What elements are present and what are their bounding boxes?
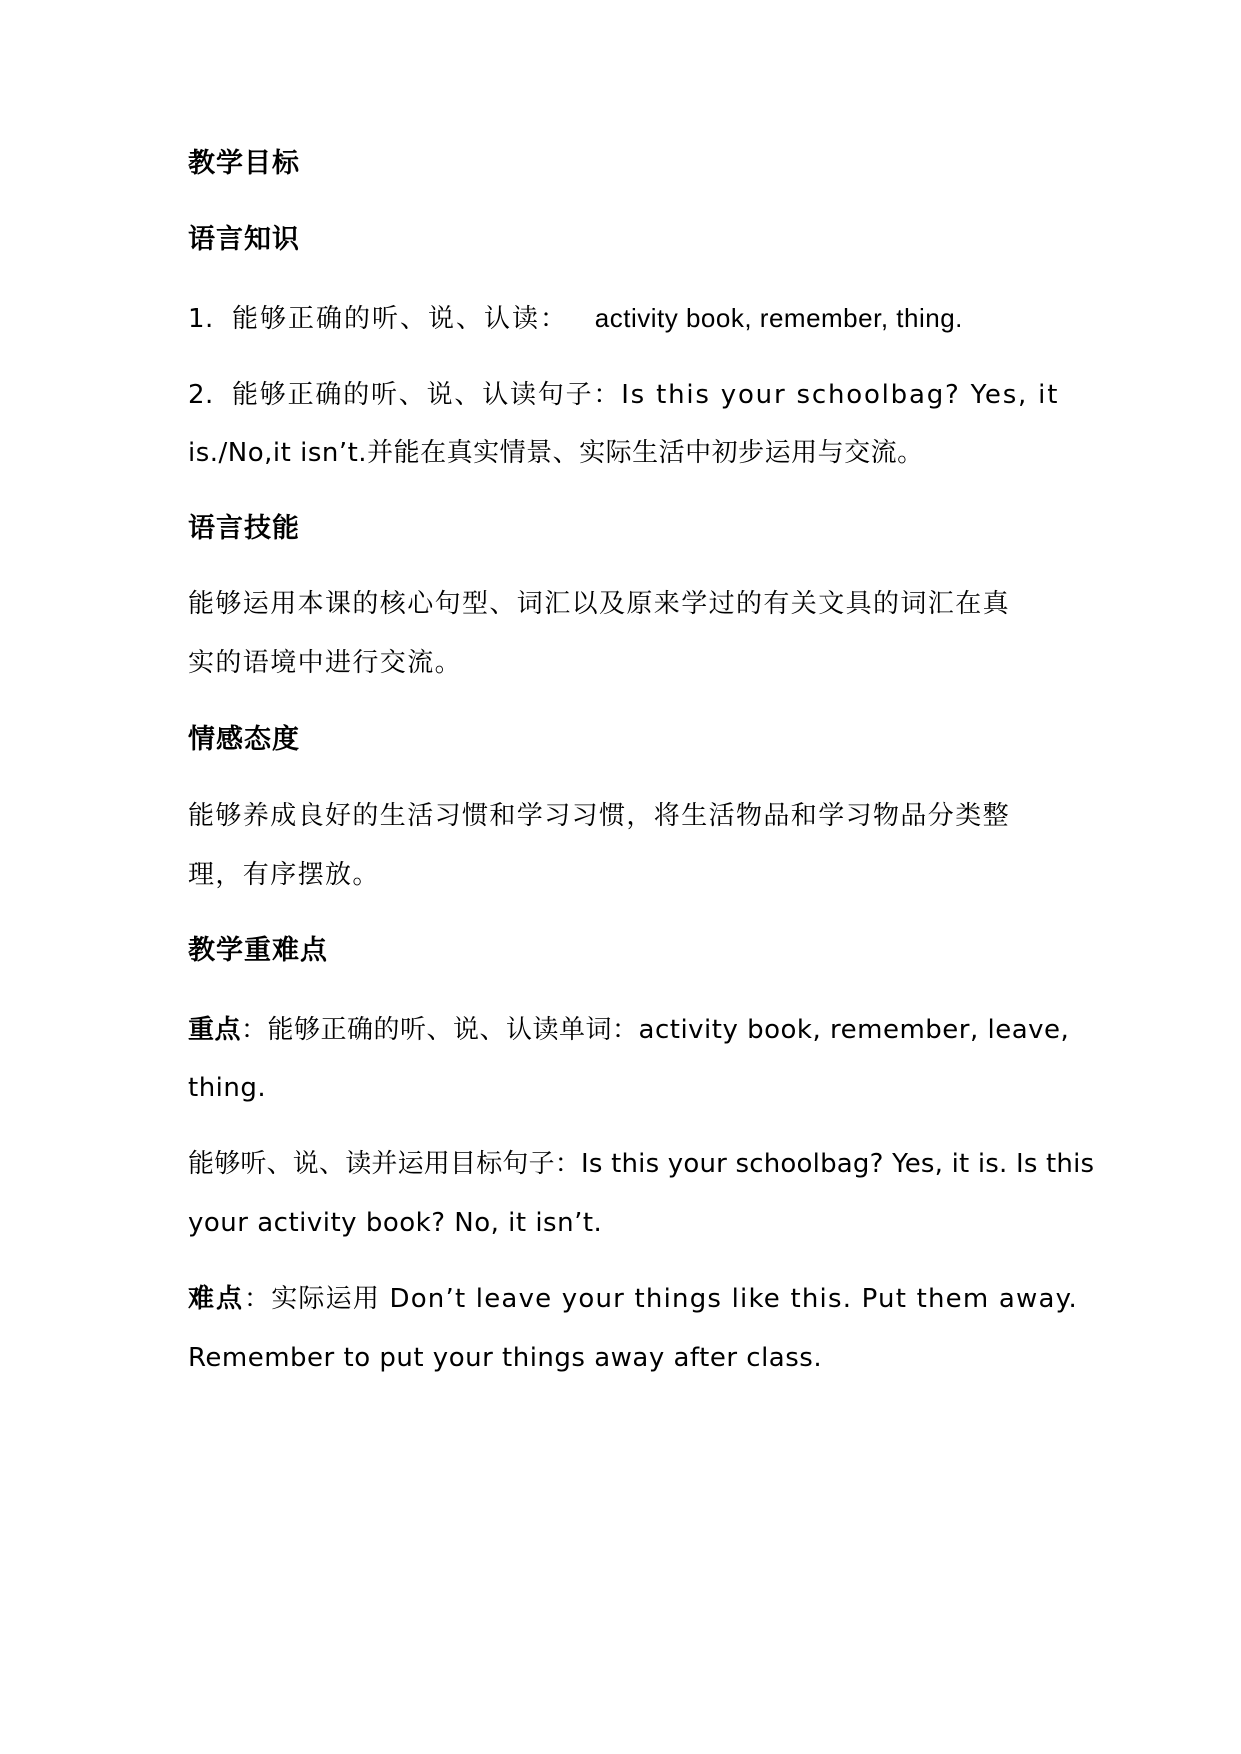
key-points-label: 重点 <box>188 1015 242 1045</box>
list-item-1-en: activity book, remember, thing. <box>594 303 963 333</box>
heading-emotional-attitude: 情感态度 <box>188 724 300 755</box>
paragraph-attitude-line-2: 理，有序摆放。 <box>188 860 380 890</box>
heading-key-and-difficult-points: 教学重难点 <box>188 935 328 966</box>
list-item-1-cn: 能够正确的听、说、认读： <box>232 304 569 334</box>
list-item-1 <box>188 300 1054 337</box>
paragraph-difficult-points-line-2: Remember to put your things away after class. <box>188 1343 823 1373</box>
heading-language-skills: 语言技能 <box>188 513 300 544</box>
paragraph-key-sentences-line-1: 能够听、说、读并运用目标句子：Is this your schoolbag? Yes, it is. Is this <box>188 1149 1095 1179</box>
paragraph-difficult-points-line-1 <box>188 1281 1078 1317</box>
heading-teaching-goals: 教学目标 <box>188 148 300 179</box>
difficult-points-text: ：实际运用 Don’t leave your things like this. Put them away. <box>244 1284 1078 1314</box>
paragraph-key-points-line-1 <box>188 1012 1070 1048</box>
paragraph-skills-line-2: 实的语境中进行交流。 <box>188 648 463 678</box>
paragraph-attitude-line-1: 能够养成良好的生活习惯和学习习惯，将生活物品和学习物品分类整 <box>188 801 1011 831</box>
paragraph-skills-line-1: 能够运用本课的核心句型、词汇以及原来学过的有关文具的词汇在真 <box>188 589 1011 619</box>
difficult-points-label: 难点 <box>188 1284 245 1314</box>
paragraph-key-sentences-line-2: your activity book? No, it isn’t. <box>188 1208 603 1238</box>
paragraph-key-points-line-2: thing. <box>188 1073 267 1103</box>
list-item-2-line-1 <box>188 377 1060 413</box>
heading-language-knowledge: 语言知识 <box>188 224 300 255</box>
list-number: 1. <box>188 304 214 334</box>
list-item-2-text: 能够正确的听、说、认读句子：Is this your schoolbag? Yes, it <box>232 380 1060 410</box>
list-item-2-line-2: is./No,it isn’t.并能在真实情景、实际生活中初步运用与交流。 <box>188 438 924 468</box>
list-number: 2. <box>188 380 214 410</box>
key-points-text: ：能够正确的听、说、认读单词：activity book, remember, leave, <box>241 1015 1070 1045</box>
